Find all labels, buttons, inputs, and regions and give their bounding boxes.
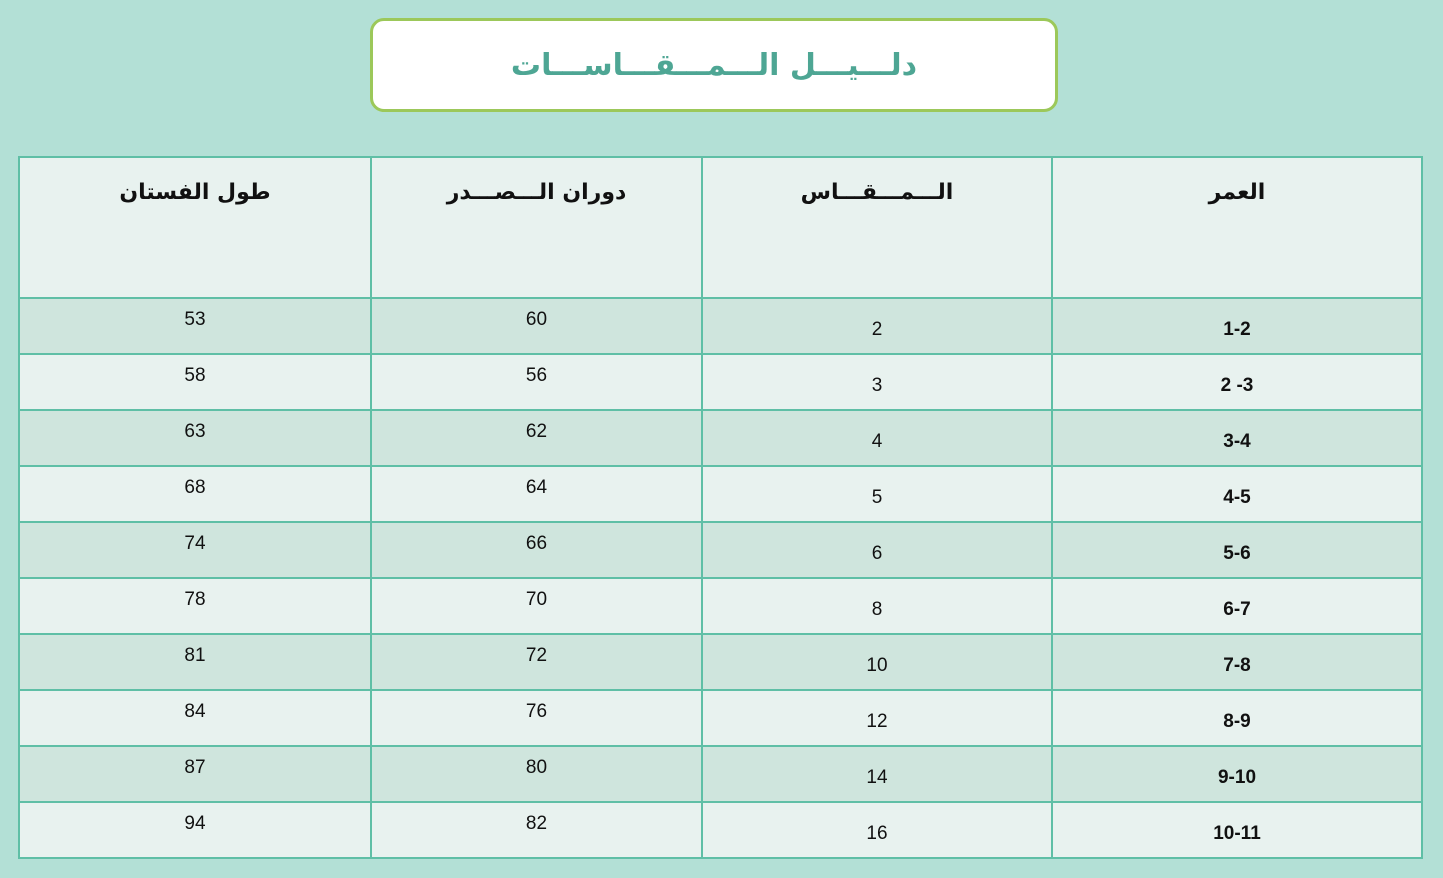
cell-bust: 64: [371, 466, 702, 522]
cell-dress-length: 74: [19, 522, 371, 578]
cell-size: 4: [702, 410, 1052, 466]
cell-age: 7-8: [1052, 634, 1422, 690]
cell-bust: 60: [371, 298, 702, 354]
cell-dress-length: 84: [19, 690, 371, 746]
cell-age: 10-11: [1052, 802, 1422, 858]
cell-bust: 62: [371, 410, 702, 466]
cell-size: 8: [702, 578, 1052, 634]
table-row: [19, 578, 1422, 634]
cell-size: 12: [702, 690, 1052, 746]
header-bust: دوران الـــصـــدر: [371, 157, 702, 298]
cell-age: 1-2: [1052, 298, 1422, 354]
cell-size: 2: [702, 298, 1052, 354]
cell-age: 3-4: [1052, 410, 1422, 466]
cell-dress-length: 63: [19, 410, 371, 466]
header-age: العمر: [1052, 157, 1422, 298]
table-row: [19, 410, 1422, 466]
cell-size: 16: [702, 802, 1052, 858]
cell-size: 10: [702, 634, 1052, 690]
cell-dress-length: 78: [19, 578, 371, 634]
title-box: [370, 18, 1058, 112]
cell-bust: 70: [371, 578, 702, 634]
cell-dress-length: 58: [19, 354, 371, 410]
cell-age: 6-7: [1052, 578, 1422, 634]
table-row: [19, 298, 1422, 354]
cell-age: 4-5: [1052, 466, 1422, 522]
header-size: الـــمـــقـــاس: [702, 157, 1052, 298]
header-dress-length: طول الفستان: [19, 157, 371, 298]
cell-dress-length: 87: [19, 746, 371, 802]
cell-size: 3: [702, 354, 1052, 410]
cell-age: 5-6: [1052, 522, 1422, 578]
table-header-row: [19, 157, 1422, 298]
cell-age: 8-9: [1052, 690, 1422, 746]
cell-age: 2 -3: [1052, 354, 1422, 410]
cell-size: 5: [702, 466, 1052, 522]
cell-age: 9-10: [1052, 746, 1422, 802]
table-row: [19, 746, 1422, 802]
table-row: [19, 522, 1422, 578]
table-row: [19, 466, 1422, 522]
cell-bust: 72: [371, 634, 702, 690]
cell-bust: 82: [371, 802, 702, 858]
cell-dress-length: 94: [19, 802, 371, 858]
table-row: [19, 802, 1422, 858]
table-row: [19, 634, 1422, 690]
cell-dress-length: 68: [19, 466, 371, 522]
cell-bust: 56: [371, 354, 702, 410]
cell-dress-length: 53: [19, 298, 371, 354]
cell-bust: 76: [371, 690, 702, 746]
table-row: [19, 354, 1422, 410]
cell-dress-length: 81: [19, 634, 371, 690]
page-title: دلـــيـــل الـــمـــقـــاســـات: [510, 47, 918, 83]
cell-bust: 80: [371, 746, 702, 802]
size-chart-table: [18, 156, 1423, 859]
cell-size: 6: [702, 522, 1052, 578]
table-row: [19, 690, 1422, 746]
cell-size: 14: [702, 746, 1052, 802]
cell-bust: 66: [371, 522, 702, 578]
